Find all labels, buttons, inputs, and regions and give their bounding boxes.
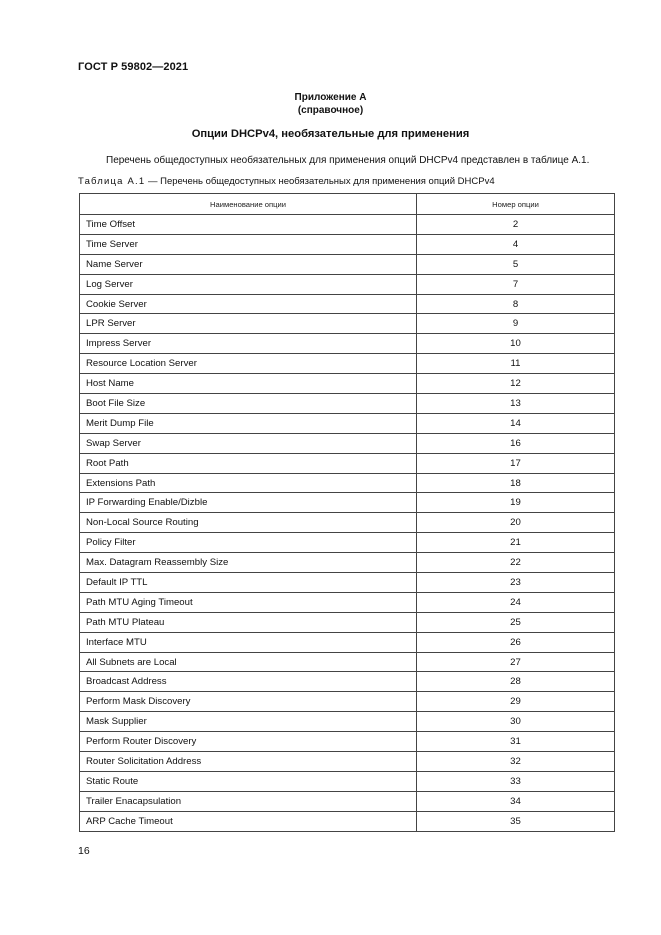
- table-row: [80, 433, 615, 453]
- option-number-cell: 13: [417, 394, 615, 414]
- option-name-cell: Resource Location Server: [80, 354, 417, 374]
- option-number-cell: 11: [417, 354, 615, 374]
- section-heading: Опции DHCPv4, необязательные для применения: [191, 128, 470, 140]
- table-row: [80, 533, 615, 553]
- option-name-cell: Static Route: [80, 771, 417, 791]
- appendix-subtitle: (справочное): [297, 105, 364, 116]
- option-number-cell: 32: [417, 752, 615, 772]
- table-row: [80, 354, 615, 374]
- option-name-cell: Extensions Path: [80, 473, 417, 493]
- option-name-cell: Root Path: [80, 453, 417, 473]
- table-row: [80, 254, 615, 274]
- table-row: [80, 632, 615, 652]
- table-row: [80, 771, 615, 791]
- option-name-cell: Max. Datagram Reassembly Size: [80, 553, 417, 573]
- option-number-cell: 23: [417, 573, 615, 593]
- option-name-cell: Broadcast Address: [80, 672, 417, 692]
- options-table: [79, 193, 615, 832]
- option-number-cell: 14: [417, 413, 615, 433]
- table-row: [80, 374, 615, 394]
- table-row: [80, 573, 615, 593]
- option-number-cell: 4: [417, 234, 615, 254]
- option-name-cell: Trailer Enacapsulation: [80, 791, 417, 811]
- table-row: [80, 612, 615, 632]
- option-name-cell: Impress Server: [80, 334, 417, 354]
- table-row: [80, 672, 615, 692]
- option-name-cell: Mask Supplier: [80, 712, 417, 732]
- option-number-cell: 21: [417, 533, 615, 553]
- table-row: [80, 234, 615, 254]
- option-number-cell: 35: [417, 811, 615, 831]
- option-name-cell: Policy Filter: [80, 533, 417, 553]
- page-number: 16: [78, 845, 90, 857]
- option-number-cell: 29: [417, 692, 615, 712]
- option-name-cell: Cookie Server: [80, 294, 417, 314]
- table-row: [80, 413, 615, 433]
- column-header-name: Наименование опции: [80, 194, 417, 215]
- intro-paragraph: Перечень общедоступных необязательных для применения опций DHCPv4 представлен в таблице А.1.: [106, 155, 590, 166]
- table-row: [80, 394, 615, 414]
- option-name-cell: Time Offset: [80, 215, 417, 235]
- option-number-cell: 33: [417, 771, 615, 791]
- option-number-cell: 27: [417, 652, 615, 672]
- option-number-cell: 18: [417, 473, 615, 493]
- table-row: [80, 712, 615, 732]
- option-name-cell: Default IP TTL: [80, 573, 417, 593]
- table-row: [80, 215, 615, 235]
- table-row: [80, 592, 615, 612]
- option-name-cell: Swap Server: [80, 433, 417, 453]
- table-row: [80, 473, 615, 493]
- option-number-cell: 22: [417, 553, 615, 573]
- option-number-cell: 30: [417, 712, 615, 732]
- option-name-cell: Perform Router Discovery: [80, 732, 417, 752]
- option-name-cell: Host Name: [80, 374, 417, 394]
- table-row: [80, 732, 615, 752]
- option-name-cell: Path MTU Plateau: [80, 612, 417, 632]
- table-row: [80, 791, 615, 811]
- table-row: [80, 811, 615, 831]
- appendix-header: [0, 91, 661, 117]
- standard-code: ГОСТ Р 59802—2021: [78, 61, 189, 73]
- option-name-cell: Perform Mask Discovery: [80, 692, 417, 712]
- option-name-cell: All Subnets are Local: [80, 652, 417, 672]
- table-row: [80, 513, 615, 533]
- appendix-title: Приложение А: [294, 92, 367, 103]
- option-name-cell: Name Server: [80, 254, 417, 274]
- option-number-cell: 24: [417, 592, 615, 612]
- option-name-cell: Path MTU Aging Timeout: [80, 592, 417, 612]
- option-name-cell: ARP Cache Timeout: [80, 811, 417, 831]
- option-number-cell: 19: [417, 493, 615, 513]
- option-name-cell: Merit Dump File: [80, 413, 417, 433]
- table-row: [80, 692, 615, 712]
- option-number-cell: 9: [417, 314, 615, 334]
- table-header-row: [80, 194, 615, 215]
- table-row: [80, 453, 615, 473]
- table-row: [80, 274, 615, 294]
- table-row: [80, 553, 615, 573]
- option-name-cell: LPR Server: [80, 314, 417, 334]
- option-number-cell: 10: [417, 334, 615, 354]
- table-row: [80, 493, 615, 513]
- column-header-number: Номер опции: [417, 194, 615, 215]
- option-name-cell: Interface MTU: [80, 632, 417, 652]
- table-body: [80, 215, 615, 832]
- table-caption-text: — Перечень общедоступных необязательных для применения опций DHCPv4: [145, 176, 495, 187]
- option-number-cell: 7: [417, 274, 615, 294]
- option-name-cell: Log Server: [80, 274, 417, 294]
- table-caption-label: Таблица А.1: [78, 176, 146, 187]
- option-number-cell: 2: [417, 215, 615, 235]
- option-number-cell: 31: [417, 732, 615, 752]
- option-number-cell: 25: [417, 612, 615, 632]
- option-number-cell: 12: [417, 374, 615, 394]
- table-row: [80, 314, 615, 334]
- table-row: [80, 652, 615, 672]
- table-row: [80, 752, 615, 772]
- table-row: [80, 334, 615, 354]
- option-number-cell: 34: [417, 791, 615, 811]
- table-caption: [78, 176, 495, 187]
- option-number-cell: 5: [417, 254, 615, 274]
- option-number-cell: 26: [417, 632, 615, 652]
- option-name-cell: Router Solicitation Address: [80, 752, 417, 772]
- option-name-cell: Boot File Size: [80, 394, 417, 414]
- option-number-cell: 28: [417, 672, 615, 692]
- option-number-cell: 20: [417, 513, 615, 533]
- option-number-cell: 17: [417, 453, 615, 473]
- option-name-cell: Time Server: [80, 234, 417, 254]
- table-row: [80, 294, 615, 314]
- option-number-cell: 8: [417, 294, 615, 314]
- option-name-cell: IP Forwarding Enable/Dizble: [80, 493, 417, 513]
- option-number-cell: 16: [417, 433, 615, 453]
- option-name-cell: Non-Local Source Routing: [80, 513, 417, 533]
